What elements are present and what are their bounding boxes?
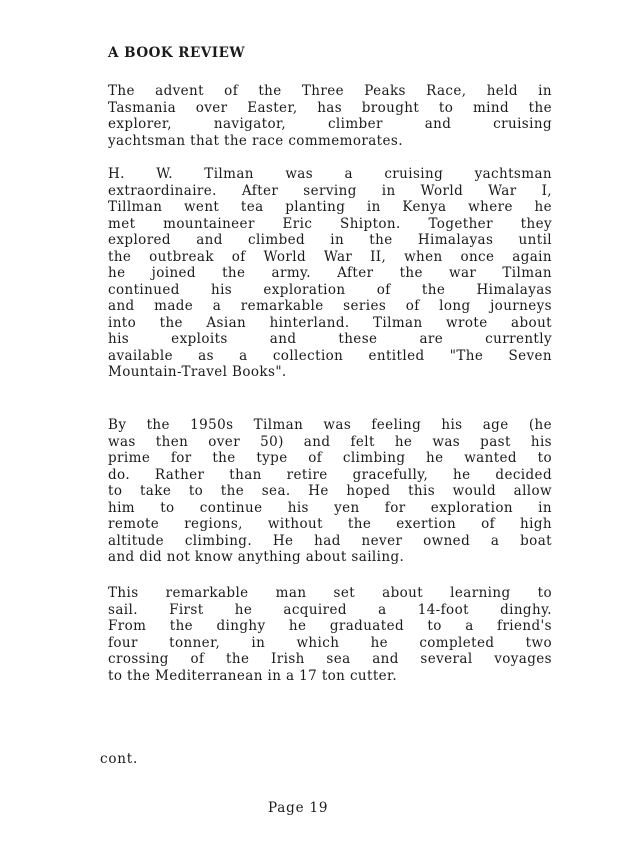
text-line: available as a collection entitled "The Seven [108, 347, 552, 364]
text-line: This remarkable man set about learning to [108, 585, 552, 601]
continued-marker: cont. [100, 751, 139, 767]
text-line: Tillman went tea planting in Kenya where he [108, 199, 552, 215]
text-line: crossing of the Irish sea and several voyages [108, 651, 552, 667]
text-line: remote regions, without the exertion of high [108, 516, 552, 532]
text-line: and made a remarkable series of long journeys [108, 298, 552, 314]
text-line: explored and climbed in the Himalayas until [108, 232, 552, 248]
text-line: to take to the sea. He hoped this would allow [108, 483, 552, 499]
paragraph-intro [108, 83, 552, 149]
paragraph-sea-decision [108, 417, 552, 566]
text-line: The advent of the Three Peaks Race, held in [108, 83, 552, 99]
text-line: yachtsman that the race commemorates. [108, 132, 403, 149]
text-line: Mountain-Travel Books". [108, 364, 287, 380]
text-line: Tasmania over Easter, has brought to mind the [108, 99, 552, 116]
text-line: him to continue his yen for exploration in [108, 499, 552, 516]
text-line: was then over 50) and felt he was past his [108, 433, 552, 450]
text-line: do. Rather than retire gracefully, he decided [108, 466, 552, 483]
text-line: From the dinghy he graduated to a friend's [108, 618, 552, 634]
text-line: he joined the army. After the war Tilman [108, 265, 552, 281]
text-line: prime for the type of climbing he wanted to [108, 450, 552, 466]
text-line: By the 1950s Tilman was feeling his age (he [108, 417, 552, 433]
text-line: to the Mediterranean in a 17 ton cutter. [108, 667, 398, 684]
text-line: four tonner, in which he completed two [108, 634, 552, 651]
text-line: continued his exploration of the Himalayas [108, 281, 552, 298]
text-line: explorer, navigator, climber and cruising [108, 116, 552, 132]
text-line: extraordinaire. After serving in World War I, [108, 182, 552, 199]
text-line: his exploits and these are currently [108, 331, 552, 347]
text-line: the outbreak of World War II, when once again [108, 248, 552, 265]
text-line: sail. First he acquired a 14-foot dinghy. [108, 601, 552, 618]
text-line: and did not know anything about sailing. [108, 549, 405, 565]
text-line: met mountaineer Eric Shipton. Together they [108, 215, 552, 232]
text-line: into the Asian hinterland. Tilman wrote about [108, 314, 552, 331]
page-number: Page 19 [268, 800, 329, 816]
paragraph-biography [108, 166, 552, 381]
text-line: H. W. Tilman was a cruising yachtsman [108, 166, 552, 182]
article-heading: A BOOK REVIEW [108, 45, 246, 61]
paragraph-learning-to-sail [108, 585, 552, 684]
text-line: altitude climbing. He had never owned a boat [108, 532, 552, 549]
